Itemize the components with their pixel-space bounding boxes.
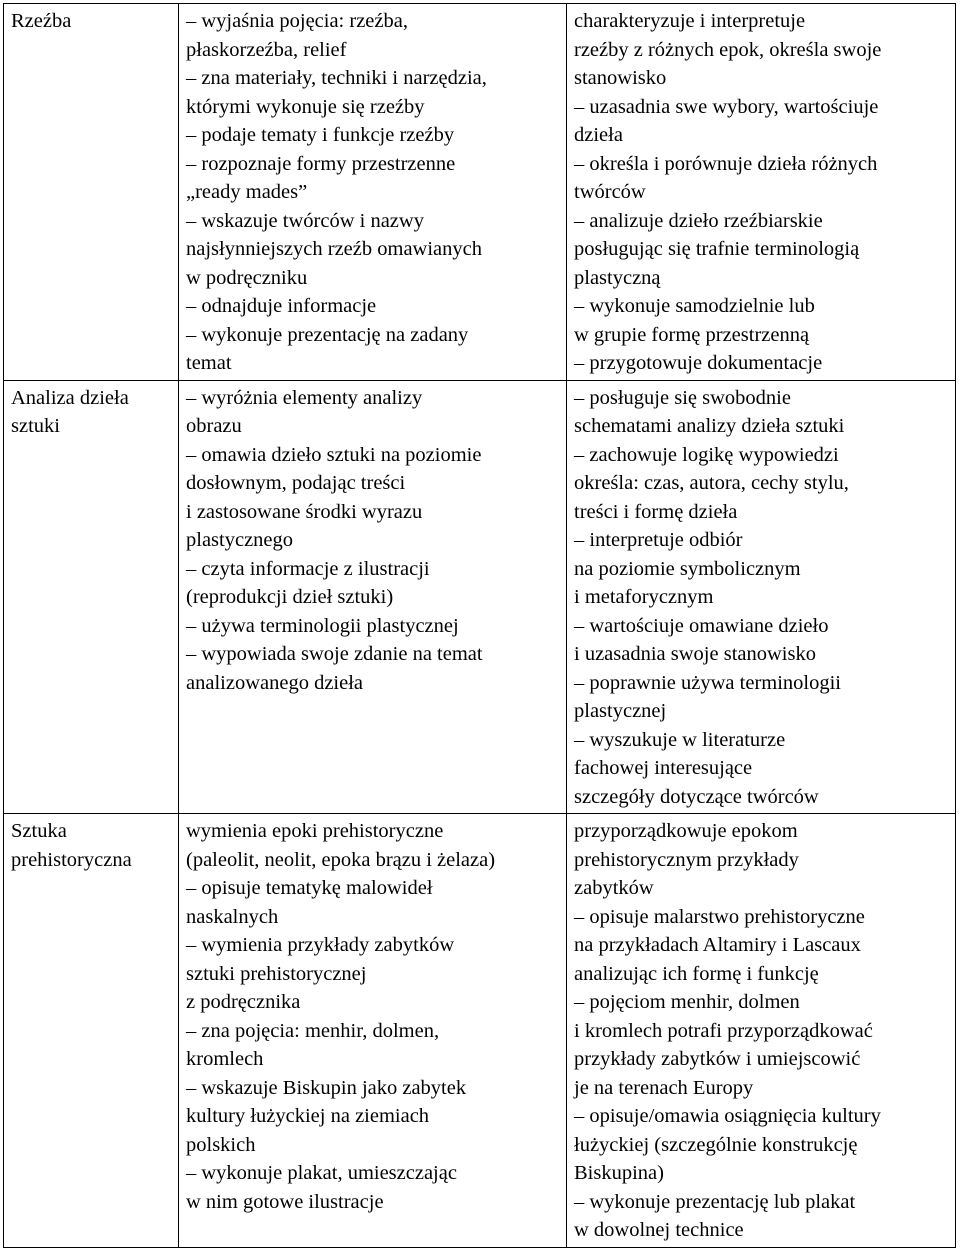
text-line: Biskupina) [574, 1162, 664, 1184]
text-line: – wykonuje prezentację lub plakat [574, 1190, 856, 1213]
text-line: którymi wykonuje się rzeźby [186, 95, 425, 118]
text-line: plastycznego [186, 529, 294, 551]
text-line: – odnajduje informacje [186, 295, 377, 317]
text-line: – opisuje malarstwo prehistoryczne [574, 905, 865, 928]
basic-requirements-cell [179, 814, 567, 1248]
text-line: na przykładach Altamiry i Lascaux [574, 934, 861, 956]
text-line: – uzasadnia swe wybory, wartościuje [574, 95, 879, 118]
text-line: – omawia dzieło sztuki na poziomie [186, 443, 482, 466]
text-line: – wykonuje plakat, umieszczając [186, 1162, 457, 1184]
text-line: analizowanego dzieła [186, 671, 364, 694]
text-line: twórców [574, 181, 646, 203]
text-line: w nim gotowe ilustracje [186, 1190, 384, 1213]
text-line: – opisuje/omawia osiągnięcia kultury [574, 1105, 881, 1127]
text-line: Analiza dzieła [11, 386, 129, 409]
text-line: w podręczniku [186, 266, 308, 289]
table-body [4, 4, 956, 1248]
text-line: i uzasadnia swoje stanowisko [574, 643, 816, 665]
text-line: – posługuje się swobodnie [574, 386, 791, 409]
text-line: – zna materiały, techniki i narzędzia, [186, 67, 487, 89]
text-line: je na terenach Europy [574, 1076, 754, 1099]
text-line: – wartościuje omawiane dzieło [574, 614, 829, 637]
text-line: kultury łużyckiej na ziemiach [186, 1105, 430, 1127]
text-line: – wskazuje Biskupin jako zabytek [186, 1076, 467, 1099]
text-line: na poziomie symbolicznym [574, 557, 801, 580]
text-line: naskalnych [186, 905, 279, 928]
topic-cell [4, 4, 179, 381]
text-line: szczegóły dotyczące twórców [574, 785, 819, 808]
text-line: w grupie formę przestrzenną [574, 323, 810, 346]
text-line: – pojęciom menhir, dolmen [574, 991, 800, 1013]
table-row [4, 380, 956, 814]
text-line: w dowolnej technice [574, 1219, 744, 1241]
text-line: przyporządkowuje epokom [574, 820, 798, 842]
text-line: zabytków [574, 877, 654, 899]
text-line: płaskorzeźba, relief [186, 38, 347, 61]
text-line: – poprawnie używa terminologii [574, 671, 842, 694]
text-line: – opisuje tematykę malowideł [186, 877, 433, 899]
text-line: kromlech [186, 1048, 264, 1070]
text-line: wymienia epoki prehistoryczne [186, 820, 444, 842]
text-line: – określa i porównuje dzieła różnych [574, 152, 878, 175]
text-line: – rozpoznaje formy przestrzenne [186, 152, 456, 175]
advanced-requirements-cell [567, 380, 956, 814]
text-line: (paleolit, neolit, epoka brązu i żelaza) [186, 848, 496, 871]
text-line: – wyjaśnia pojęcia: rzeźba, [186, 10, 408, 32]
text-line: analizując ich formę i funkcję [574, 962, 819, 985]
text-line: sztuki [11, 415, 60, 437]
text-line: – wypowiada swoje zdanie na temat [186, 643, 483, 665]
text-line: rzeźby z różnych epok, określa swoje [574, 38, 882, 61]
text-line: posługując się trafnie terminologią [574, 238, 860, 260]
basic-requirements-cell [179, 4, 567, 381]
text-line: prehistorycznym przykłady [574, 848, 799, 871]
text-line: sztuki prehistorycznej [186, 962, 367, 985]
text-line: treści i formę dzieła [574, 500, 738, 523]
text-line: – zachowuje logikę wypowiedzi [574, 443, 839, 466]
text-line: temat [186, 352, 232, 374]
text-line: i metaforycznym [574, 586, 714, 608]
text-line: – wykonuje prezentację na zadany [186, 323, 469, 346]
text-line: plastycznej [574, 700, 667, 722]
text-line: i kromlech potrafi przyporządkować [574, 1019, 873, 1042]
text-line: plastyczną [574, 266, 661, 289]
text-line: (reprodukcji dzieł sztuki) [186, 586, 394, 608]
table-row [4, 4, 956, 381]
text-line: schematami analizy dzieła sztuki [574, 415, 845, 437]
text-line: fachowej interesujące [574, 757, 753, 779]
basic-requirements-cell [179, 380, 567, 814]
text-line: – wskazuje twórców i nazwy [186, 209, 424, 232]
topic-cell [4, 814, 179, 1248]
topic-cell [4, 380, 179, 814]
text-line: – analizuje dzieło rzeźbiarskie [574, 209, 823, 232]
advanced-requirements-cell [567, 4, 956, 381]
text-line: – zna pojęcia: menhir, dolmen, [186, 1019, 440, 1042]
text-line: – czyta informacje z ilustracji [186, 557, 430, 580]
text-line: – wyróżnia elementy analizy [186, 386, 423, 409]
text-line: z podręcznika [186, 991, 301, 1013]
text-line: najsłynniejszych rzeźb omawianych [186, 238, 482, 260]
text-line: – przygotowuje dokumentacje [574, 352, 823, 374]
text-line: – podaje tematy i funkcje rzeźby [186, 124, 455, 146]
text-line: obrazu [186, 415, 242, 437]
text-line: – używa terminologii plastycznej [186, 614, 459, 637]
text-line: charakteryzuje i interpretuje [574, 10, 806, 32]
text-line: Rzeźba [11, 10, 72, 32]
text-line: – wymienia przykłady zabytków [186, 934, 455, 956]
text-line: polskich [186, 1133, 256, 1156]
text-line: – interpretuje odbiór [574, 529, 743, 551]
advanced-requirements-cell [567, 814, 956, 1248]
text-line: przykłady zabytków i umiejscowić [574, 1048, 861, 1070]
text-line: prehistoryczna [11, 848, 132, 871]
text-line: stanowisko [574, 67, 667, 89]
text-line: i zastosowane środki wyrazu [186, 500, 423, 523]
text-line: – wyszukuje w literaturze [574, 728, 786, 751]
text-line: dzieła [574, 124, 623, 146]
text-line: dosłownym, podając treści [186, 472, 406, 494]
text-line: określa: czas, autora, cechy stylu, [574, 472, 849, 494]
text-line: łużyckiej (szczególnie konstrukcję [574, 1133, 858, 1156]
text-line: „ready mades” [186, 181, 308, 203]
text-line: – wykonuje samodzielnie lub [574, 295, 815, 317]
curriculum-table [3, 3, 956, 1248]
table-row [4, 814, 956, 1248]
text-line: Sztuka [11, 820, 67, 842]
